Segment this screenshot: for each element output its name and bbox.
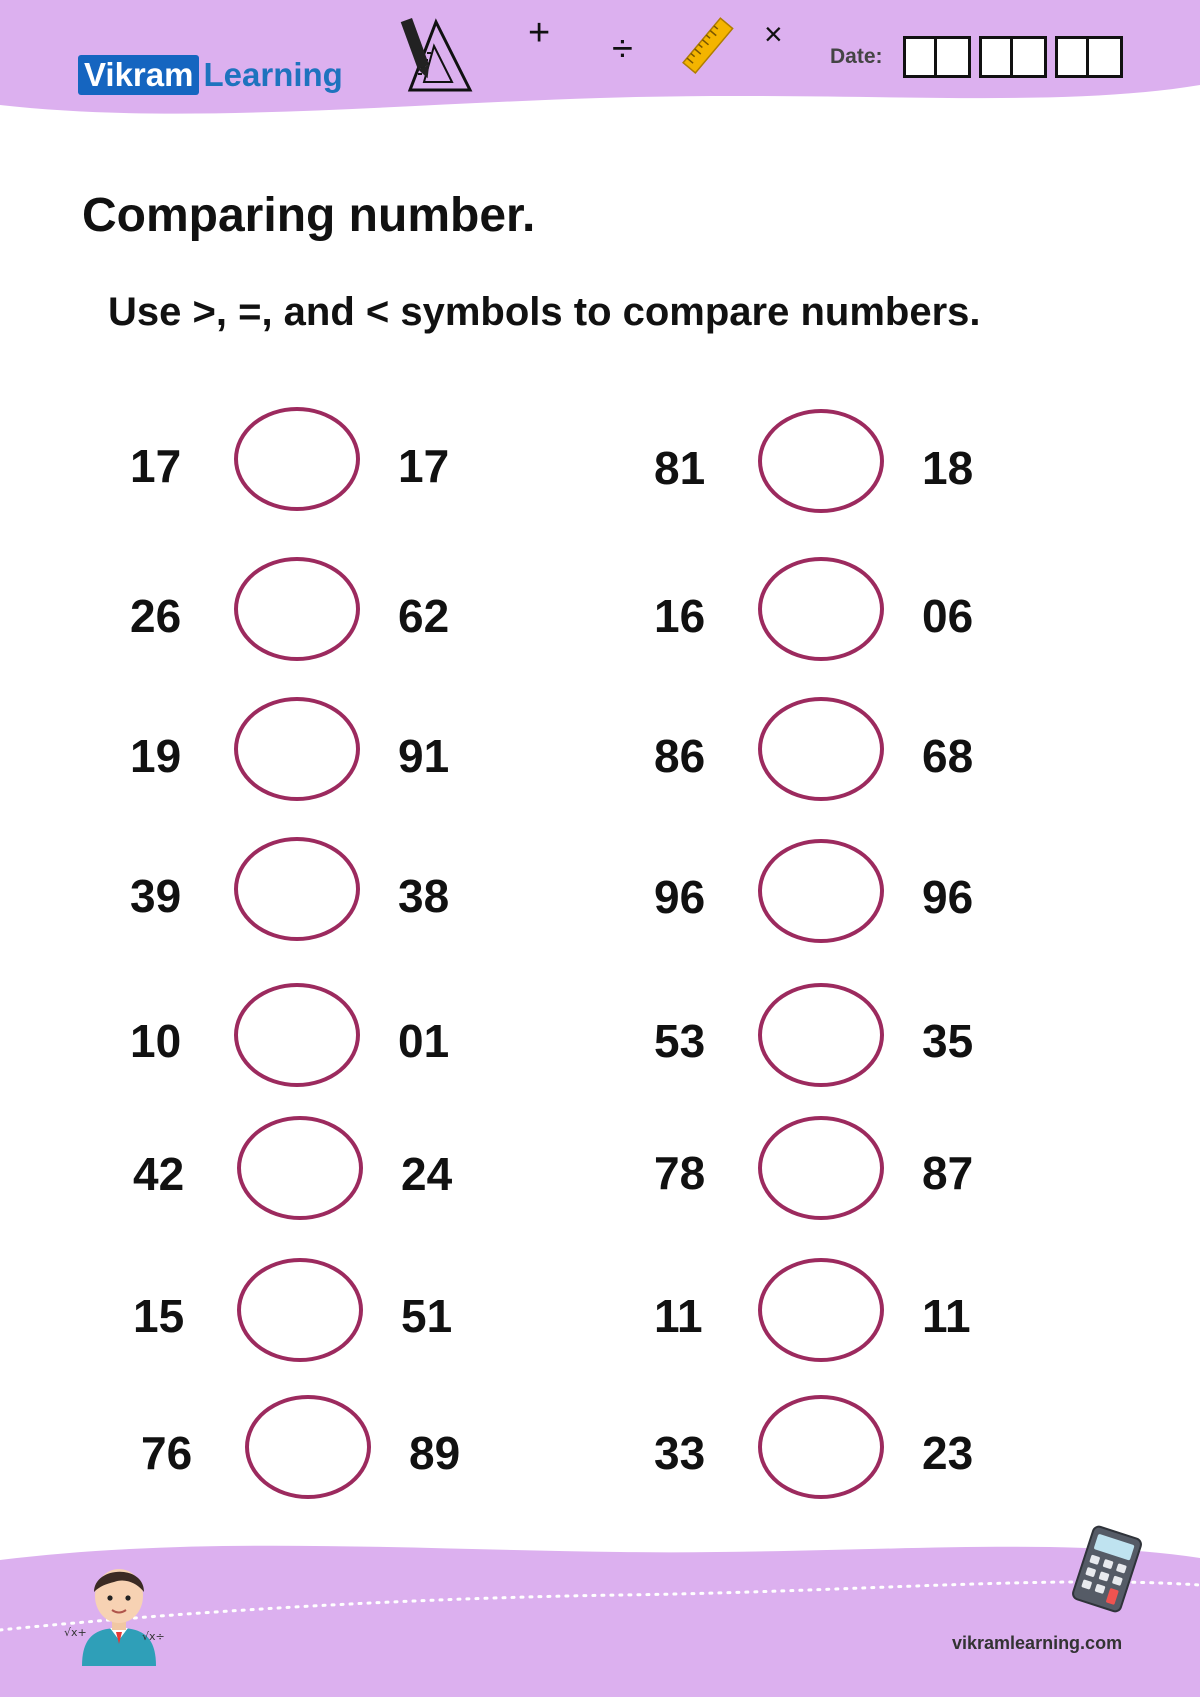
brand-logo[interactable] [78,55,343,95]
brand-logo-part2: Learning [203,56,343,93]
answer-oval[interactable] [234,407,360,511]
ruler-icon [678,16,738,78]
date-day-boxes[interactable] [903,36,971,78]
number-left: 15 [133,1290,185,1342]
number-left: 39 [130,870,182,922]
number-right: 06 [922,590,974,642]
answer-oval[interactable] [758,1258,884,1362]
number-right: 87 [922,1147,974,1199]
number-left: 19 [130,730,182,782]
number-left: 76 [141,1427,193,1479]
date-label: Date: [830,45,883,68]
answer-oval[interactable] [237,1116,363,1220]
number-left: 42 [133,1148,185,1200]
number-left: 96 [654,871,706,923]
number-left: 53 [654,1015,706,1067]
number-right: 62 [398,590,450,642]
answer-oval[interactable] [758,983,884,1087]
number-right: 51 [401,1290,453,1342]
svg-text:√x÷: √x÷ [142,1630,165,1643]
brand-logo-part1: Vikram [78,55,199,95]
number-right: 01 [398,1015,450,1067]
number-right: 23 [922,1427,974,1479]
pencil-icon [398,12,478,92]
date-box[interactable] [937,36,971,78]
date-box[interactable] [1089,36,1123,78]
answer-oval[interactable] [234,837,360,941]
answer-oval[interactable] [758,839,884,943]
number-left: 26 [130,590,182,642]
answer-oval[interactable] [758,557,884,661]
date-box[interactable] [903,36,937,78]
number-right: 24 [401,1148,453,1200]
multiply-symbol: × [764,16,783,52]
footer-band [0,1530,1200,1697]
number-right: 35 [922,1015,974,1067]
number-left: 16 [654,590,706,642]
number-right: 96 [922,871,974,923]
divide-symbol: ÷ [612,28,633,70]
number-right: 17 [398,440,450,492]
calculator-icon [1068,1525,1146,1613]
number-right: 89 [409,1427,461,1479]
date-box[interactable] [1013,36,1047,78]
number-left: 33 [654,1427,706,1479]
number-left: 78 [654,1147,706,1199]
number-left: 81 [654,442,706,494]
number-right: 18 [922,442,974,494]
number-left: 17 [130,440,182,492]
answer-oval[interactable] [245,1395,371,1499]
student-avatar-icon [64,1548,174,1666]
answer-oval[interactable] [758,1395,884,1499]
answer-oval[interactable] [758,1116,884,1220]
date-box[interactable] [979,36,1013,78]
date-input[interactable] [903,36,1123,78]
number-right: 91 [398,730,450,782]
date-year-boxes[interactable] [1055,36,1123,78]
worksheet-instruction: Use >, =, and < symbols to compare numbers. [108,290,981,334]
number-left: 86 [654,730,706,782]
plus-symbol: + [528,12,551,54]
answer-oval[interactable] [234,697,360,801]
answer-oval[interactable] [234,557,360,661]
answer-oval[interactable] [237,1258,363,1362]
answer-oval[interactable] [234,983,360,1087]
svg-text:√x+: √x+ [64,1626,87,1639]
date-month-boxes[interactable] [979,36,1047,78]
number-left: 11 [654,1290,703,1342]
number-right: 38 [398,870,450,922]
answer-oval[interactable] [758,409,884,513]
worksheet-title: Comparing number. [82,189,536,242]
number-left: 10 [130,1015,182,1067]
number-right: 68 [922,730,974,782]
number-right: 11 [922,1290,971,1342]
website-link[interactable]: vikramlearning.com [952,1633,1123,1653]
date-box[interactable] [1055,36,1089,78]
answer-oval[interactable] [758,697,884,801]
